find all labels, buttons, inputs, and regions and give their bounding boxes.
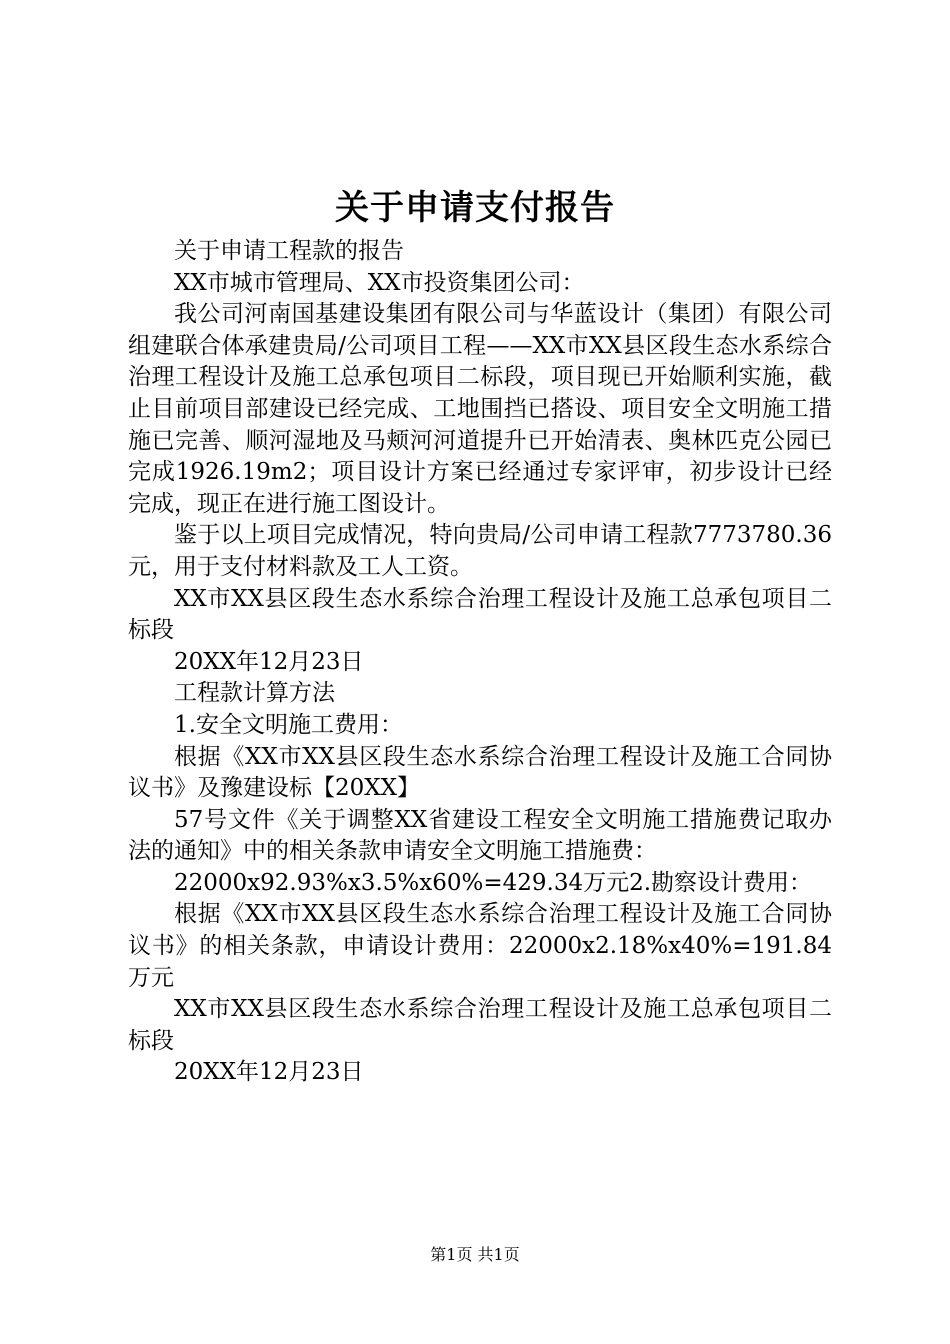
paragraph-calc-method-heading: 工程款计算方法 xyxy=(174,680,335,707)
paragraph-date: 20XX年12月23日 xyxy=(174,648,364,675)
paragraph-signatory: XX市XX县区段生态水系综合治理工程设计及施工总承包项目二标段 xyxy=(128,585,832,644)
paragraph-recipient: XX市城市管理局、XX市投资集团公司： xyxy=(174,269,585,296)
paragraph-safety-fee-heading: 1.安全文明施工费用： xyxy=(174,711,403,738)
paragraph-project-status: 我公司河南国基建设集团有限公司与华蓝设计（集团）有限公司组建联合体承建贵局/公司项目工程——XX市XX县区段生态水系综合治理工程设计及施工总承包项目二标段，项目现已开始顺利实施，截止目前项目部建设已经完成、工地围挡已搭设、项目安全文明施工措施已完善、顺河湿地及马颊河河道提升已开始清表、奥林匹克公园已完成1926.19m2；项目设计方案已经通过专家评审，初步设计已经完成，现正在进行施工图设计。 xyxy=(128,301,832,517)
paragraph-date-2: 20XX年12月23日 xyxy=(174,1059,364,1086)
paragraph-report-heading: 关于申请工程款的报告 xyxy=(174,238,404,264)
paragraph-safety-fee-formula: 22000x92.93%x3.5%x60%=429.34万元2.勘察设计费用： xyxy=(174,869,813,896)
paragraph-signatory-2: XX市XX县区段生态水系综合治理工程设计及施工总承包项目二标段 xyxy=(128,996,832,1054)
document-body xyxy=(128,236,832,1089)
page-footer: 第1页 共1页 xyxy=(430,1245,520,1264)
document-title: 关于申请支付报告 xyxy=(335,188,615,228)
paragraph-design-fee: 根据《XX市XX县区段生态水系综合治理工程设计及施工合同协议书》的相关条款，申请设计费用：22000x2.18%x40%=191.84万元 xyxy=(128,901,832,991)
paragraph-safety-fee-document: 57号文件《关于调整XX省建设工程安全文明施工措施费记取办法的通知》中的相关条款申请安全文明施工措施费： xyxy=(128,806,832,865)
paragraph-payment-request: 鉴于以上项目完成情况，特向贵局/公司申请工程款7773780.36元，用于支付材料款及工人工资。 xyxy=(128,522,832,580)
paragraph-safety-fee-basis: 根据《XX市XX县区段生态水系综合治理工程设计及施工合同协议书》及豫建设标【20XX】 xyxy=(128,743,832,802)
